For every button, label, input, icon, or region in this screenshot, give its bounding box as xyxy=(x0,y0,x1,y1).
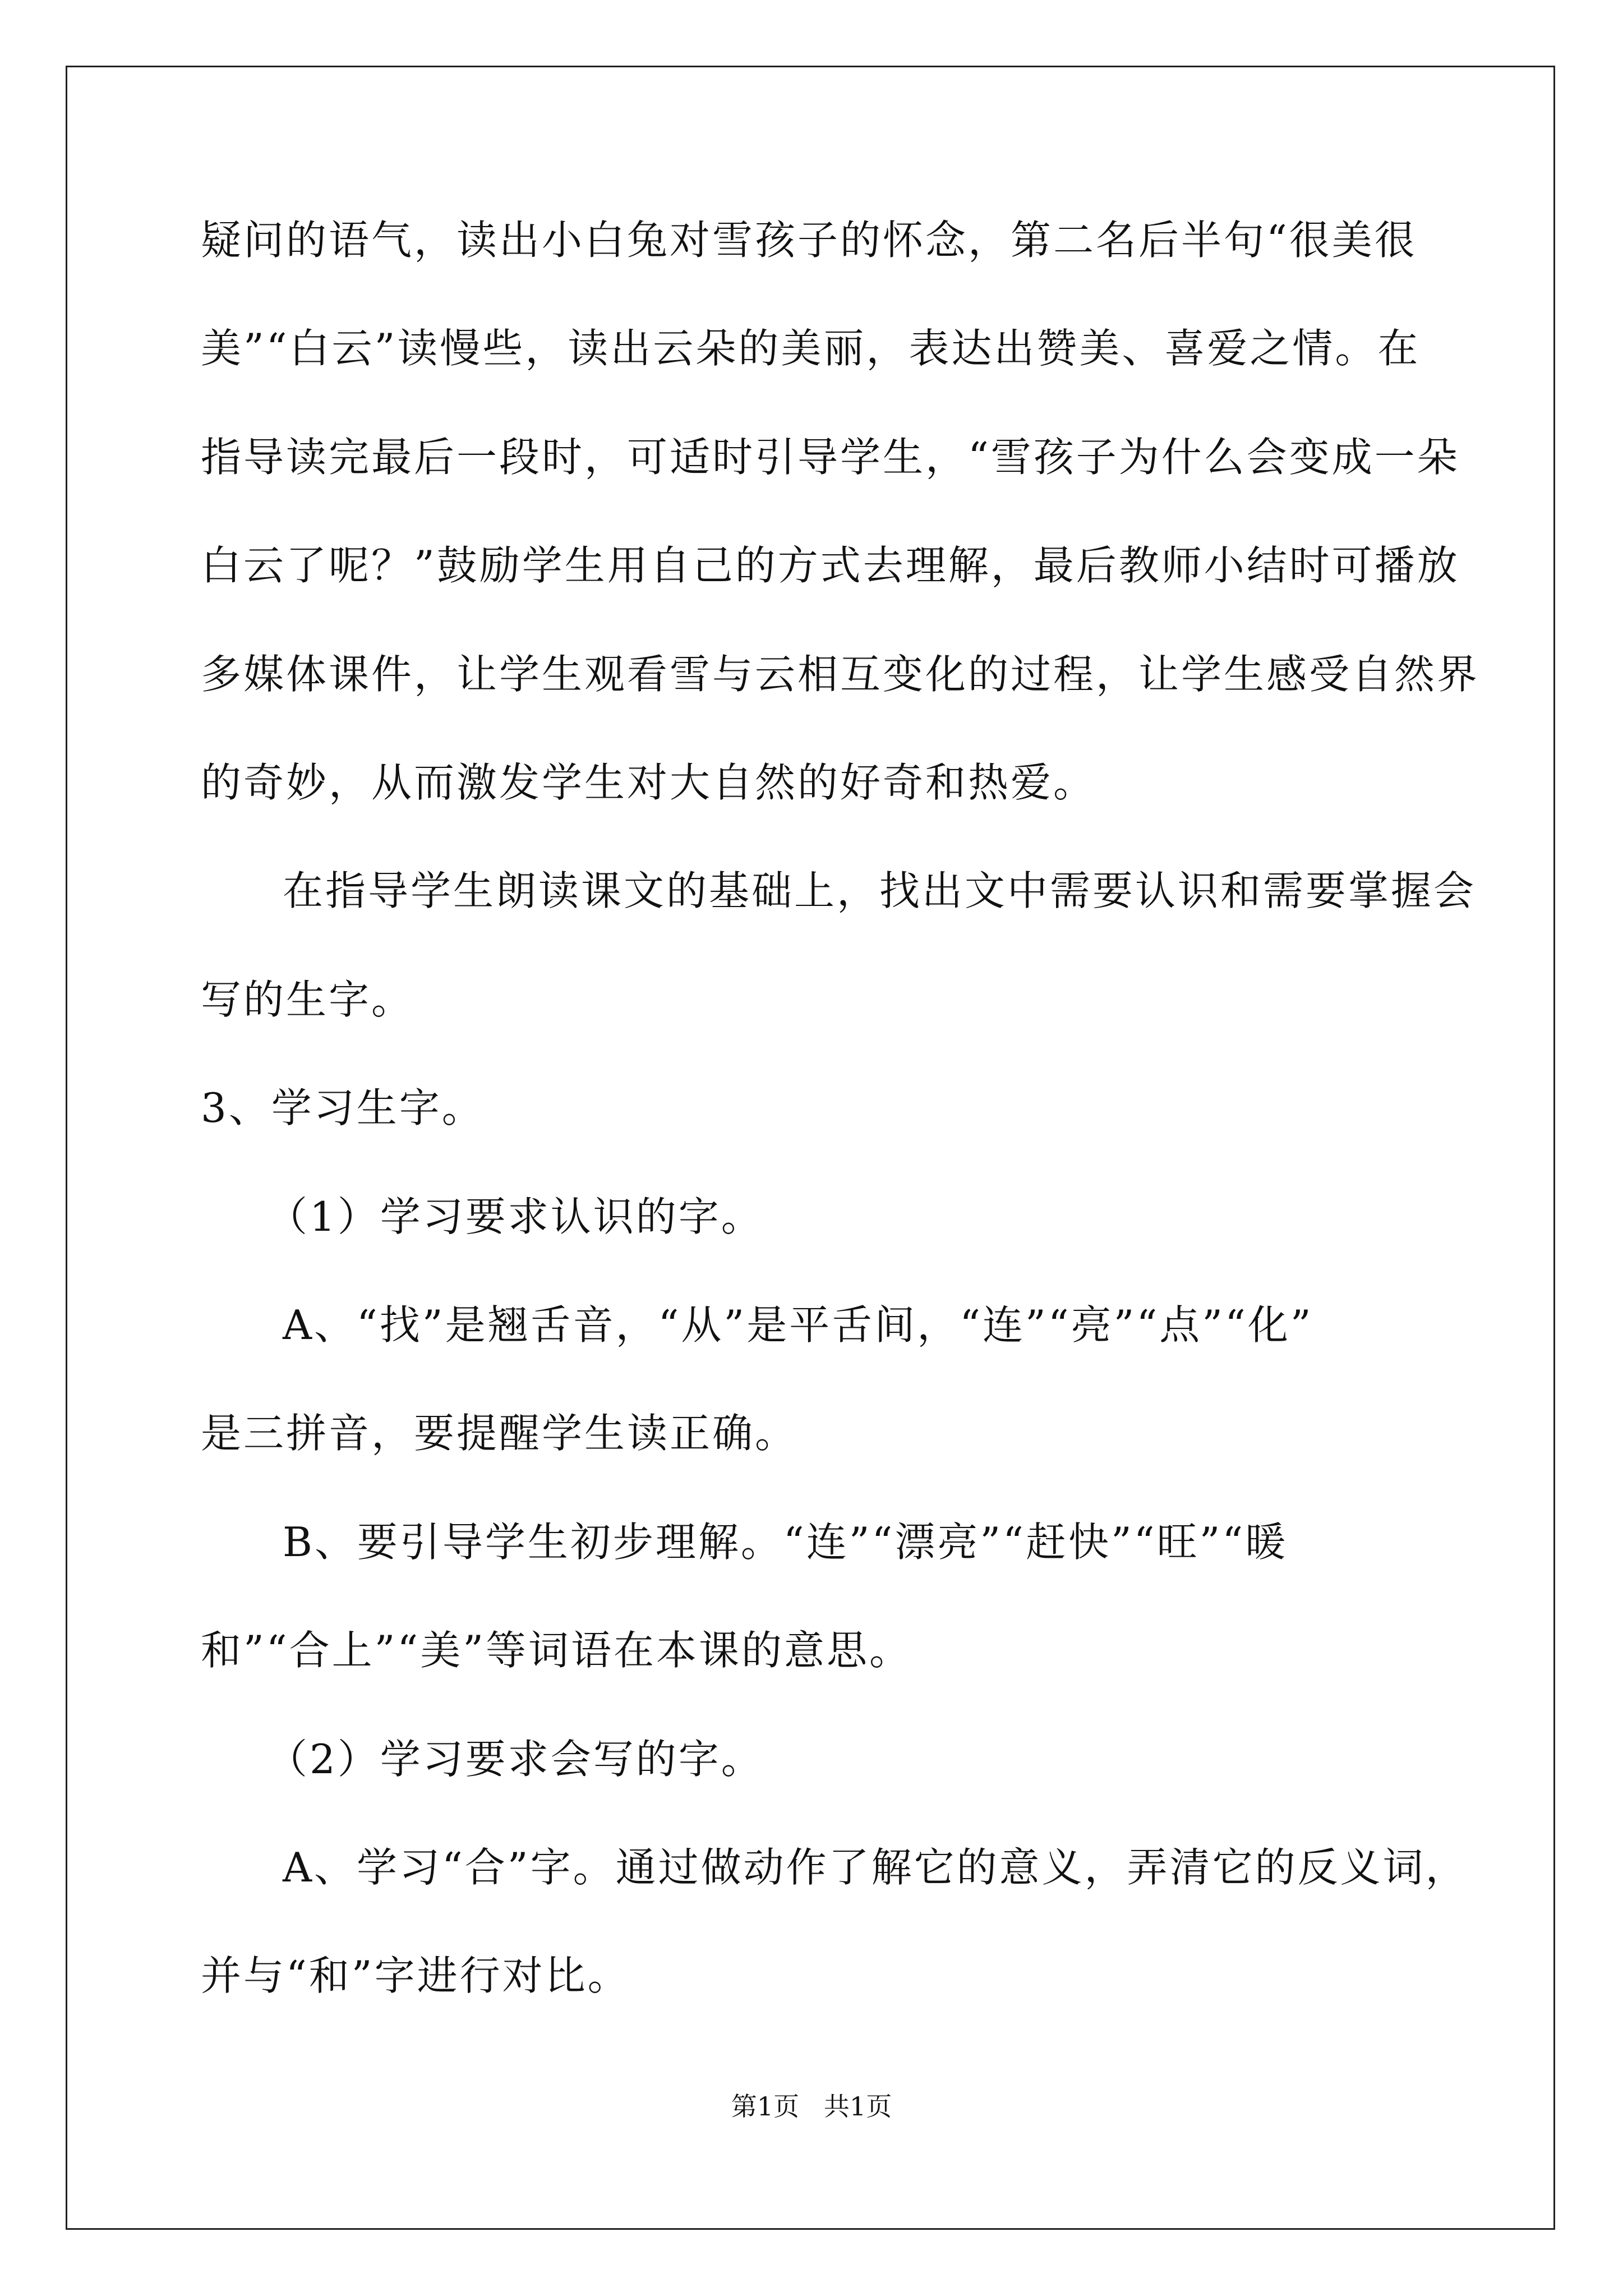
section-heading: 3、学习生字。 xyxy=(201,1084,485,1131)
text-line: 并与“和”字进行对比。 xyxy=(201,1952,630,1999)
text-line: 美”“白云”读慢些，读出云朵的美丽，表达出赞美、喜爱之情。在 xyxy=(201,325,1421,372)
text-line: 的奇妙，从而激发学生对大自然的好奇和热爱。 xyxy=(201,759,1096,806)
text-line: 写的生字。 xyxy=(201,976,414,1023)
page-number: 第1页 共1页 xyxy=(731,2091,892,2122)
subsection-heading: （1）学习要求认识的字。 xyxy=(267,1193,764,1240)
paragraph-start-line: A、“找”是翘舌音，“从”是平舌间，“连”“亮”“点”“化” xyxy=(283,1301,1313,1349)
paragraph-start-line: B、要引导学生初步理解。“连”“漂亮”“赶快”“旺”“暖 xyxy=(283,1519,1288,1566)
paragraph-start-line: A、学习“合”字。通过做动作了解它的意义，弄清它的反义词， xyxy=(283,1844,1468,1891)
text-line: 是三拼音，要提醒学生读正确。 xyxy=(201,1410,798,1457)
paragraph-start-line: 在指导学生朗读课文的基础上，找出文中需要认识和需要掌握会 xyxy=(283,867,1477,914)
text-line: 白云了呢？”鼓励学生用自己的方式去理解，最后教师小结时可播放 xyxy=(201,542,1460,589)
text-line: 疑问的语气，读出小白兔对雪孩子的怀念，第二名后半句“很美很 xyxy=(201,217,1417,264)
text-line: 指导读完最后一段时，可适时引导学生，“雪孩子为什么会变成一朵 xyxy=(201,434,1460,481)
page-border xyxy=(66,66,1555,2230)
text-line: 和”“合上”“美”等词语在本课的意思。 xyxy=(201,1627,912,1674)
text-line: 多媒体课件，让学生观看雪与云相互变化的过程，让学生感受自然界 xyxy=(201,651,1480,698)
subsection-heading: （2）学习要求会写的字。 xyxy=(267,1736,764,1783)
